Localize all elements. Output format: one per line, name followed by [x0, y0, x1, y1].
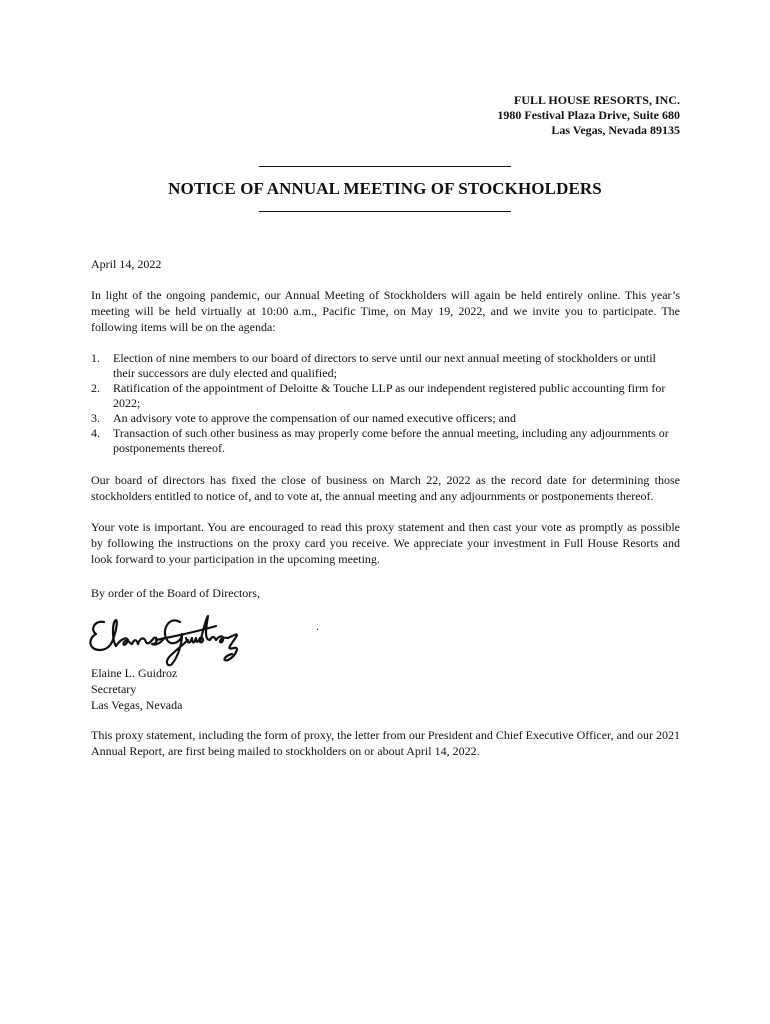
signer-name: Elaine L. Guidroz [91, 666, 178, 680]
agenda-item-text: Ratification of the appointment of Deloitte & Touche LLP as our independent registered public accounting firm for 2022; [113, 381, 666, 410]
notice-title: NOTICE OF ANNUAL MEETING OF STOCKHOLDERS [168, 179, 602, 198]
agenda-list [91, 351, 680, 456]
proxy-paragraph: This proxy statement, including the form of proxy, the letter from our President and Chief Executive Officer, and our 2021 Annual Report, are first being mailed to stockholders on or about April 14, 2022. [91, 728, 680, 758]
agenda-item-number: 3. [91, 411, 100, 425]
address-line-2: Las Vegas, Nevada 89135 [551, 123, 680, 137]
agenda-item-text: An advisory vote to approve the compensation of our named executive officers; and [113, 411, 516, 425]
company-address-block [497, 93, 680, 138]
signer-title: Secretary [91, 682, 137, 696]
intro-paragraph: In light of the ongoing pandemic, our Annual Meeting of Stockholders will again be held entirely online. This year’s meeting will be held virtually at 10:00 a.m., Pacific Time, on May 19, 2022, and we invite you to participate. The following items will be on the agenda: [91, 288, 680, 334]
stray-dot: . [316, 619, 319, 633]
handwritten-signature [86, 610, 246, 670]
agenda-item [91, 411, 680, 426]
company-name: FULL HOUSE RESORTS, INC. [514, 93, 680, 107]
agenda-item-number: 1. [91, 351, 100, 365]
signer-location: Las Vegas, Nevada [91, 698, 183, 712]
agenda-item [91, 381, 680, 411]
notice-date: April 14, 2022 [91, 257, 162, 271]
agenda-item [91, 426, 680, 456]
address-line-1: 1980 Festival Plaza Drive, Suite 680 [497, 108, 680, 122]
agenda-item-text: Transaction of such other business as may properly come before the annual meeting, including any adjournments or postponements thereof. [113, 426, 669, 455]
record-date-paragraph: Our board of directors has fixed the close of business on March 22, 2022 as the record date for determining those stockholders entitled to notice of, and to vote at, the annual meeting and any adjournments or postponements thereof. [91, 473, 680, 503]
agenda-item [91, 351, 680, 381]
agenda-item-text: Election of nine members to our board of directors to serve until our next annual meeting of stockholders or until their successors are duly elected and qualified; [113, 351, 656, 380]
title-rule-top [259, 166, 511, 167]
closing-line: By order of the Board of Directors, [91, 586, 260, 600]
agenda-item-number: 4. [91, 426, 100, 440]
signer-block [91, 665, 182, 713]
agenda-item-number: 2. [91, 381, 100, 395]
vote-paragraph: Your vote is important. You are encouraged to read this proxy statement and then cast your vote as promptly as possible by following the instructions on the proxy card you receive. We appreciate your investment in Full House Resorts and look forward to your participation in the upcoming meeting. [91, 520, 680, 566]
title-rule-bottom [259, 211, 511, 212]
